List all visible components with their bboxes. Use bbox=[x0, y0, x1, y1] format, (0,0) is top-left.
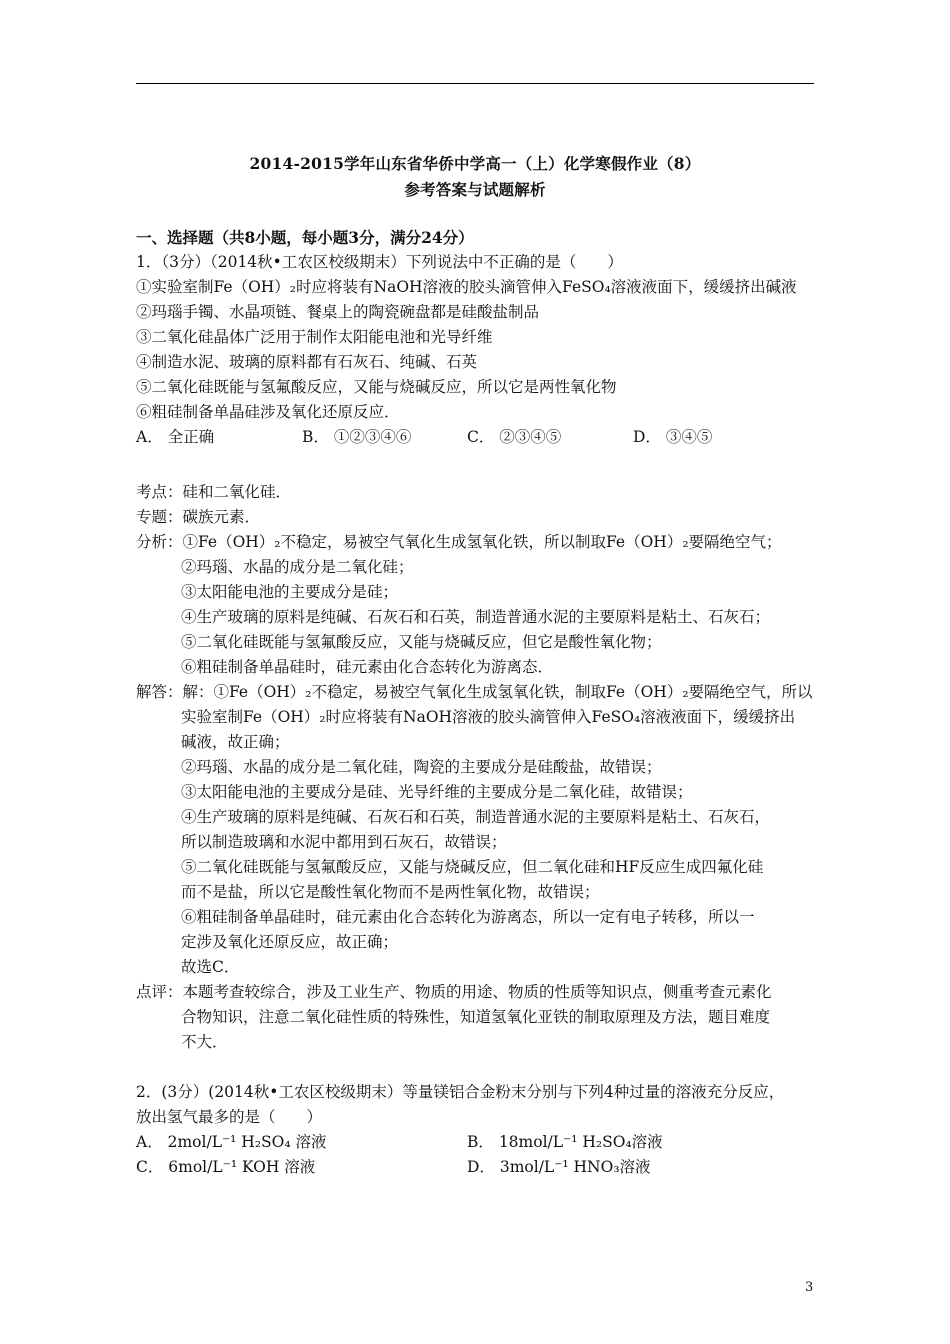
q2-option-a: A． 2mol/L⁻¹ H₂SO₄ 溶液 bbox=[136, 1133, 327, 1151]
page-number: 3 bbox=[805, 1280, 814, 1295]
q1-kaodian: 考点：硅和二氧化硅． bbox=[136, 483, 292, 501]
q1-solution-line: 所以制造玻璃和水泥中都用到石灰石，故错误； bbox=[181, 833, 507, 851]
q1-solution-line: ④生产玻璃的原料是纯碱、石灰石和石英，制造普通水泥的主要原料是粘土、石灰石， bbox=[181, 808, 771, 826]
q1-solution-line: 实验室制Fe（OH）₂时应将装有NaOH溶液的胶头滴管伸入FeSO₄溶液液面下，缓缓挤出 bbox=[181, 708, 796, 726]
q1-item: ⑤二氧化硅既能与氢氟酸反应，又能与烧碱反应，所以它是两性氧化物 bbox=[136, 378, 617, 396]
q1-comment-line: 合物知识，注意二氧化硅性质的特殊性，知道氢氧化亚铁的制取原理及方法，题目难度 bbox=[181, 1008, 771, 1026]
page-subtitle: 参考答案与试题解析 bbox=[404, 180, 546, 199]
q2-stem-line: 2．(3分）(2014秋•工农区校级期末）等量镁铝合金粉末分别与下列4种过量的溶液充分反应， bbox=[136, 1083, 785, 1101]
q1-comment-line: 点评：本题考查较综合，涉及工业生产、物质的用途、物质的性质等知识点，侧重考查元素化 bbox=[136, 983, 772, 1001]
q1-option-c: C． ②③④⑤ bbox=[467, 428, 562, 446]
q1-analysis-line: ④生产玻璃的原料是纯碱、石灰石和石英，制造普通水泥的主要原料是粘土、石灰石； bbox=[181, 608, 771, 626]
q1-option-a: A． 全正确 bbox=[136, 428, 215, 446]
q1-item: ①实验室制Fe（OH）₂时应将装有NaOH溶液的胶头滴管伸入FeSO₄溶液液面下，缓缓挤出碱液 bbox=[136, 278, 797, 296]
q1-solution-line: ②玛瑙、水晶的成分是二氧化硅，陶瓷的主要成分是硅酸盐，故错误； bbox=[181, 758, 662, 776]
q1-solution-line: 碱液，故正确； bbox=[181, 733, 290, 751]
q1-item: ③二氧化硅晶体广泛用于制作太阳能电池和光导纤维 bbox=[136, 328, 493, 346]
page-title: 2014-2015学年山东省华侨中学高一（上）化学寒假作业（8） bbox=[249, 154, 701, 173]
q2-option-d: D． 3mol/L⁻¹ HNO₃溶液 bbox=[467, 1158, 651, 1176]
q1-analysis-line: 分析：①Fe（OH）₂不稳定，易被空气氧化生成氢氧化铁，所以制取Fe（OH）₂要隔绝空气； bbox=[136, 533, 782, 551]
q1-analysis-line: ⑥粗硅制备单晶硅时，硅元素由化合态转化为游离态． bbox=[181, 658, 554, 676]
q1-solution-line: 解答：解：①Fe（OH）₂不稳定，易被空气氧化生成氢氧化铁，制取Fe（OH）₂要隔绝空气，所以 bbox=[136, 683, 813, 701]
q1-option-d: D． ③④⑤ bbox=[633, 428, 713, 446]
section-heading: 一、选择题（共8小题，每小题3分，满分24分） bbox=[136, 228, 474, 247]
q1-item: ④制造水泥、玻璃的原料都有石灰石、纯碱、石英 bbox=[136, 353, 478, 371]
q1-solution-line: 定涉及氧化还原反应，故正确； bbox=[181, 933, 399, 951]
q2-option-c: C． 6mol/L⁻¹ KOH 溶液 bbox=[136, 1158, 316, 1176]
q1-analysis-line: ⑤二氧化硅既能与氢氟酸反应，又能与烧碱反应，但它是酸性氧化物； bbox=[181, 633, 662, 651]
q1-item: ⑥粗硅制备单晶硅涉及氧化还原反应． bbox=[136, 403, 400, 421]
q1-item: ②玛瑙手镯、水晶项链、餐桌上的陶瓷碗盘都是硅酸盐制品 bbox=[136, 303, 540, 321]
q1-solution-line: 而不是盐，所以它是酸性氧化物而不是两性氧化物，故错误； bbox=[181, 883, 600, 901]
q2-stem-line: 放出氢气最多的是（ ） bbox=[136, 1108, 323, 1126]
header-rule bbox=[136, 83, 814, 84]
q1-option-b: B． ①②③④⑥ bbox=[302, 428, 412, 446]
q2-option-b: B． 18mol/L⁻¹ H₂SO₄溶液 bbox=[467, 1133, 663, 1151]
q1-solution-line: ③太阳能电池的主要成分是硅、光导纤维的主要成分是二氧化硅，故错误； bbox=[181, 783, 693, 801]
q1-solution-line: 故选C． bbox=[181, 958, 240, 976]
q1-zhuanti: 专题：碳族元素． bbox=[136, 508, 261, 526]
q1-comment-line: 不大． bbox=[181, 1033, 228, 1051]
q1-solution-line: ⑥粗硅制备单晶硅时，硅元素由化合态转化为游离态，所以一定有电子转移，所以一 bbox=[181, 908, 755, 926]
q1-solution-line: ⑤二氧化硅既能与氢氟酸反应，又能与烧碱反应，但二氧化硅和HF反应生成四氟化硅 bbox=[181, 858, 764, 876]
q1-analysis-line: ③太阳能电池的主要成分是硅； bbox=[181, 583, 399, 601]
q1-analysis-line: ②玛瑙、水晶的成分是二氧化硅； bbox=[181, 558, 414, 576]
q1-stem: 1．（3分）（2014秋•工农区校级期末）下列说法中不正确的是（ ） bbox=[136, 253, 623, 271]
